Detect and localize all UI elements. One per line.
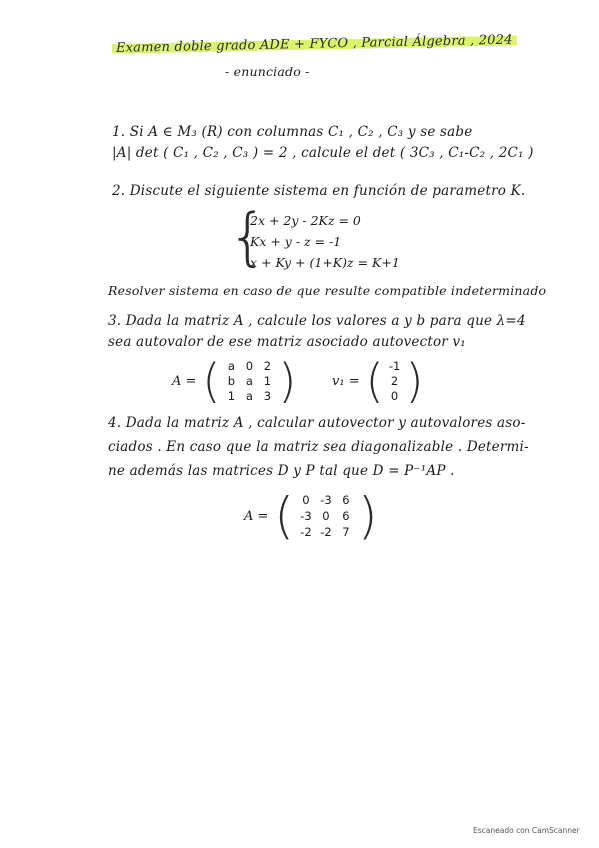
matrix-a-q4	[244, 487, 378, 545]
system-equation-1: 2x + 2y - 2Kz = 0	[250, 213, 361, 228]
matrix-cell: a	[227, 359, 235, 373]
matrix-a-q3-grid	[222, 359, 276, 403]
matrix-cell: a	[245, 374, 253, 388]
system-brace: {	[228, 200, 268, 273]
matrix-cell: a	[245, 389, 253, 403]
scanner-watermark: Escaneado con CamScanner	[473, 826, 580, 835]
matrix-cell: 1	[263, 374, 272, 388]
matrix-cell: b	[227, 374, 236, 388]
q2-line-2: Resolver sistema en caso de que resulte compatible indeterminado	[108, 283, 547, 298]
matrix-cell: 0	[302, 493, 310, 507]
q4-line-2: ciados . En caso que la matriz sea diagonalizable . Determi-	[108, 439, 529, 455]
system-equation-2: Kx + y - z = -1	[250, 234, 342, 249]
right-paren: )	[405, 354, 424, 408]
matrix-cell: -3	[320, 493, 332, 507]
left-paren: (	[202, 354, 221, 408]
matrix-a-q3-label: A =	[172, 373, 197, 389]
q3-line-2: sea autovalor de ese matriz asociado autovector v₁	[108, 334, 466, 350]
left-paren: (	[274, 487, 294, 545]
matrix-a-q3	[172, 354, 297, 408]
right-paren: )	[357, 487, 378, 545]
vector-cell: 2	[390, 374, 399, 388]
matrix-a-q4-label: A =	[244, 508, 269, 524]
matrix-cell: 3	[263, 389, 272, 403]
matrix-cell: 0	[245, 359, 254, 373]
matrix-cell: 7	[342, 525, 350, 539]
vector-v1-grid	[386, 359, 404, 403]
matrix-cell: 6	[342, 509, 350, 523]
matrix-cell: -2	[320, 525, 332, 539]
q1-line-1: 1. Si A ∈ M₃ (R) con columnas C₁ , C₂ , C₃ y se sabe	[112, 124, 473, 140]
q2-line-1: 2. Discute el siguiente sistema en función de parametro K.	[112, 183, 526, 199]
exam-subtitle: - enunciado -	[225, 64, 310, 79]
matrix-a-q4-grid	[296, 493, 356, 539]
vector-cell: -1	[388, 359, 401, 373]
matrix-cell: 6	[342, 493, 350, 507]
matrix-cell: -2	[300, 525, 312, 539]
right-paren: )	[278, 354, 297, 408]
vector-v1-label: v₁ =	[332, 373, 360, 389]
q1-line-2: |A| det ( C₁ , C₂ , C₃ ) = 2 , calcule el det ( 3C₃ , C₁-C₂ , 2C₁ )	[112, 145, 534, 161]
vector-v1	[332, 354, 424, 408]
system-equation-3: x + Ky + (1+K)z = K+1	[250, 255, 400, 270]
exam-title: Examen doble grado ADE + FYCO , Parcial Álgebra , 2024	[112, 33, 517, 56]
vector-cell: 0	[390, 389, 399, 403]
q4-line-3: ne además las matrices D y P tal que D = P⁻¹AP .	[108, 463, 455, 479]
matrix-cell: 2	[263, 359, 272, 373]
q3-line-1: 3. Dada la matriz A , calcule los valores a y b para que λ=4	[108, 313, 526, 329]
matrix-cell: 0	[322, 509, 330, 523]
matrix-cell: 1	[227, 389, 236, 403]
matrix-cell: -3	[300, 509, 312, 523]
left-paren: (	[365, 354, 384, 408]
q4-line-1: 4. Dada la matriz A , calcular autovector y autovalores aso-	[108, 415, 526, 431]
